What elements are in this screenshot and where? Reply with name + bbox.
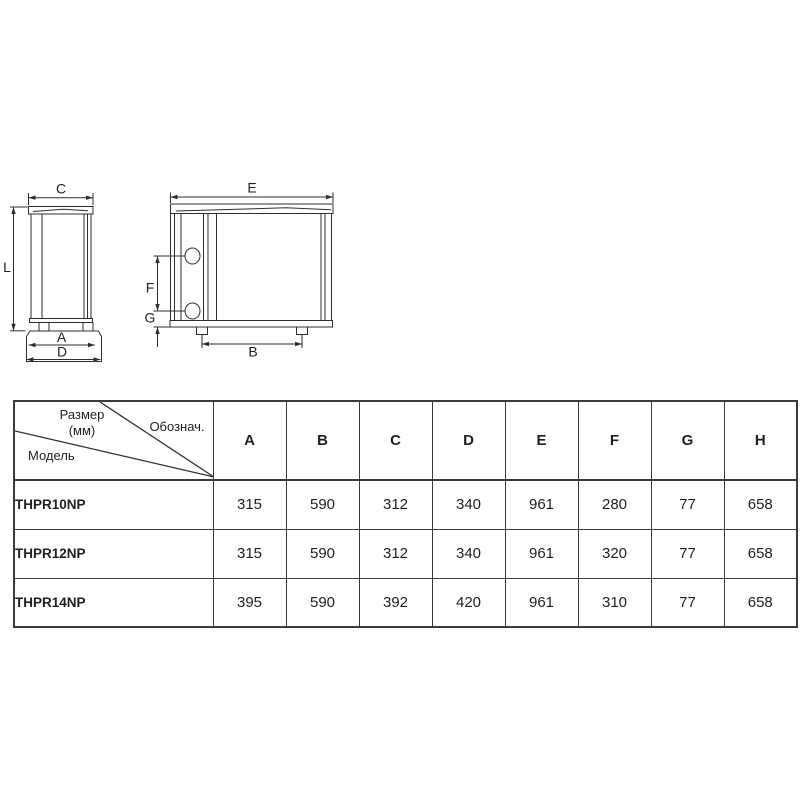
side-view-foot-right [83, 323, 93, 332]
value-cell: 961 [505, 480, 578, 529]
value-cell: 315 [213, 480, 286, 529]
value-cell: 312 [359, 480, 432, 529]
column-header-g: G [651, 401, 724, 480]
size-mm-label: Размер (мм) [59, 407, 105, 438]
side-view-flange [30, 319, 93, 323]
dimension-g [145, 310, 160, 348]
dim-label-c: C [55, 180, 67, 197]
dim-label-l: L [3, 259, 11, 275]
dimension-e [171, 180, 334, 204]
column-header-f: F [578, 401, 651, 480]
front-view-flange [170, 321, 333, 328]
dimension-f [146, 256, 160, 311]
value-cell: 77 [651, 578, 724, 627]
dimension-l [3, 207, 27, 331]
dim-label-a: A [56, 329, 67, 345]
table-row [14, 480, 797, 529]
dimensions-table [13, 400, 798, 628]
dim-label-g: G [144, 309, 156, 326]
value-cell: 395 [213, 578, 286, 627]
model-label: Модель [28, 448, 75, 463]
value-cell: 77 [651, 480, 724, 529]
front-view-drawing [145, 180, 333, 360]
column-header-d: D [432, 401, 505, 480]
value-cell: 420 [432, 578, 505, 627]
value-cell: 340 [432, 480, 505, 529]
front-view-foot-left [197, 327, 208, 335]
side-view-drawing [3, 181, 101, 362]
corner-cell [14, 401, 213, 480]
value-cell: 590 [286, 480, 359, 529]
value-cell: 658 [724, 578, 797, 627]
dim-label-d: D [56, 343, 68, 360]
value-cell: 77 [651, 529, 724, 578]
front-view-foot-right [297, 327, 308, 335]
cap-seam-line [176, 208, 331, 211]
table-row [14, 578, 797, 627]
column-header-e: E [505, 401, 578, 480]
model-cell: THPR14NP [14, 578, 213, 627]
dim-label-b: B [248, 343, 258, 360]
value-cell: 658 [724, 529, 797, 578]
column-header-h: H [724, 401, 797, 480]
value-cell: 315 [213, 529, 286, 578]
column-header-c: C [359, 401, 432, 480]
dimension-b [202, 335, 302, 360]
dim-label-e: E [247, 179, 257, 196]
value-cell: 310 [578, 578, 651, 627]
value-cell: 590 [286, 529, 359, 578]
model-cell: THPR12NP [14, 529, 213, 578]
value-cell: 590 [286, 578, 359, 627]
value-cell: 392 [359, 578, 432, 627]
value-cell: 340 [432, 529, 505, 578]
side-view-foot-left [39, 323, 49, 332]
model-cell: THPR10NP [14, 480, 213, 529]
table-row [14, 529, 797, 578]
value-cell: 961 [505, 578, 578, 627]
port-circle-bottom [185, 303, 200, 319]
port-circle-top [185, 248, 200, 264]
column-header-a: A [213, 401, 286, 480]
column-header-b: B [286, 401, 359, 480]
value-cell: 312 [359, 529, 432, 578]
value-cell: 280 [578, 480, 651, 529]
value-cell: 961 [505, 529, 578, 578]
designation-label: Обознач. [149, 419, 205, 434]
value-cell: 320 [578, 529, 651, 578]
front-view-body [171, 214, 332, 321]
side-view-body [31, 214, 91, 319]
header-row [14, 401, 797, 480]
dimension-c [29, 181, 94, 206]
dim-label-f: F [145, 279, 155, 296]
cap-seam-line [33, 209, 88, 211]
value-cell: 658 [724, 480, 797, 529]
